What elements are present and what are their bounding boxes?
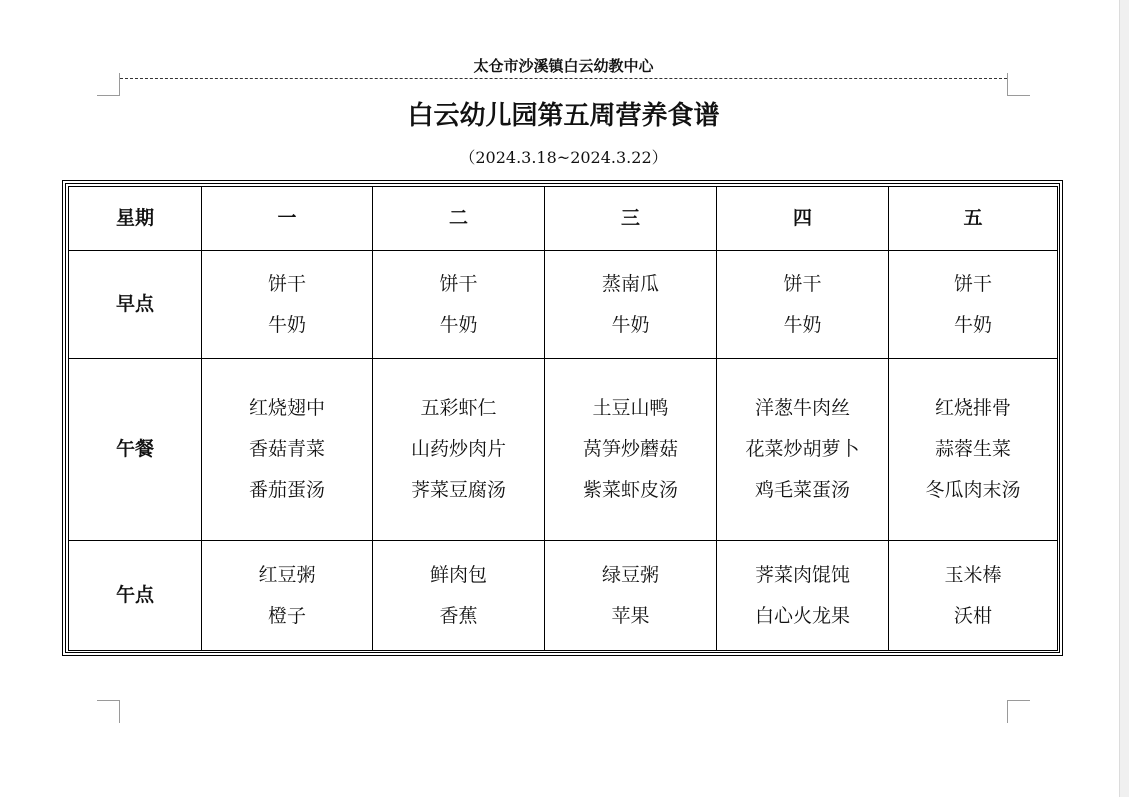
menu-cell — [373, 359, 545, 541]
menu-item: 红烧翅中 — [248, 397, 325, 419]
menu-item: 沃柑 — [953, 604, 992, 627]
menu-item: 牛奶 — [267, 313, 306, 336]
menu-cell — [545, 541, 717, 651]
menu-cell — [545, 359, 717, 541]
menu-cell — [202, 541, 373, 651]
vertical-scrollbar[interactable] — [1119, 0, 1129, 797]
menu-cell — [889, 359, 1058, 541]
menu-item: 莴笋炒蘑菇 — [582, 438, 678, 460]
page-header-org: 太仓市沙溪镇白云幼教中心 — [473, 57, 654, 75]
weekday-header: 一 — [202, 187, 373, 251]
menu-item: 蒜蓉生菜 — [934, 438, 1011, 460]
menu-item: 玉米棒 — [944, 563, 1002, 586]
menu-item: 鲜肉包 — [429, 563, 487, 586]
row-label: 早点 — [69, 251, 202, 359]
weekday-header-label: 星期 — [69, 187, 202, 251]
menu-item: 花菜炒胡萝卜 — [745, 438, 860, 460]
menu-item: 香蕉 — [439, 604, 478, 627]
menu-item: 洋葱牛肉丝 — [754, 397, 850, 419]
menu-table — [68, 186, 1058, 651]
menu-cell — [202, 359, 373, 541]
menu-item: 紫菜虾皮汤 — [582, 479, 678, 501]
table-row-breakfast — [69, 251, 1058, 359]
menu-cell — [202, 251, 373, 359]
table-row-lunch — [69, 359, 1058, 541]
menu-item: 荠菜豆腐汤 — [410, 479, 506, 501]
table-row-snack — [69, 541, 1058, 651]
menu-cell — [373, 541, 545, 651]
margin-mark-top-right — [1007, 73, 1030, 96]
menu-item: 白心火龙果 — [754, 604, 850, 627]
menu-item: 荠菜肉馄饨 — [754, 563, 850, 586]
weekday-header: 三 — [545, 187, 717, 251]
margin-mark-top-left — [97, 73, 120, 96]
menu-item: 牛奶 — [439, 313, 478, 336]
menu-item: 冬瓜肉末汤 — [925, 479, 1021, 501]
menu-cell — [717, 251, 889, 359]
menu-item: 饼干 — [267, 272, 306, 295]
menu-item: 牛奶 — [953, 313, 992, 336]
menu-item: 饼干 — [439, 272, 478, 295]
menu-item: 饼干 — [953, 272, 992, 295]
menu-cell — [717, 359, 889, 541]
menu-item: 绿豆粥 — [601, 563, 659, 586]
menu-item: 红烧排骨 — [934, 397, 1011, 419]
menu-item: 牛奶 — [611, 313, 650, 336]
menu-cell — [373, 251, 545, 359]
document-title: 白云幼儿园第五周营养食谱 — [407, 101, 720, 131]
table-header-row — [69, 187, 1058, 251]
menu-item: 橙子 — [267, 604, 306, 627]
margin-mark-bottom-left — [97, 700, 120, 723]
weekday-header: 四 — [717, 187, 889, 251]
weekday-header: 二 — [373, 187, 545, 251]
menu-item: 苹果 — [611, 604, 650, 627]
menu-item: 山药炒肉片 — [410, 438, 506, 460]
menu-item: 鸡毛菜蛋汤 — [754, 479, 850, 501]
menu-item: 五彩虾仁 — [420, 397, 497, 419]
margin-mark-bottom-right — [1007, 700, 1030, 723]
header-divider — [120, 78, 1007, 79]
row-label: 午点 — [69, 541, 202, 651]
menu-item: 番茄蛋汤 — [248, 479, 325, 501]
menu-item: 蒸南瓜 — [601, 272, 659, 295]
menu-cell — [889, 541, 1058, 651]
menu-item: 饼干 — [783, 272, 822, 295]
menu-cell — [889, 251, 1058, 359]
menu-cell — [545, 251, 717, 359]
date-range: （2024.3.18~2024.3.22） — [459, 148, 668, 167]
menu-item: 牛奶 — [783, 313, 822, 336]
weekday-header: 五 — [889, 187, 1058, 251]
menu-item: 红豆粥 — [258, 563, 316, 586]
menu-item: 土豆山鸭 — [592, 397, 669, 419]
menu-cell — [717, 541, 889, 651]
menu-item: 香菇青菜 — [248, 438, 325, 460]
row-label: 午餐 — [69, 359, 202, 541]
